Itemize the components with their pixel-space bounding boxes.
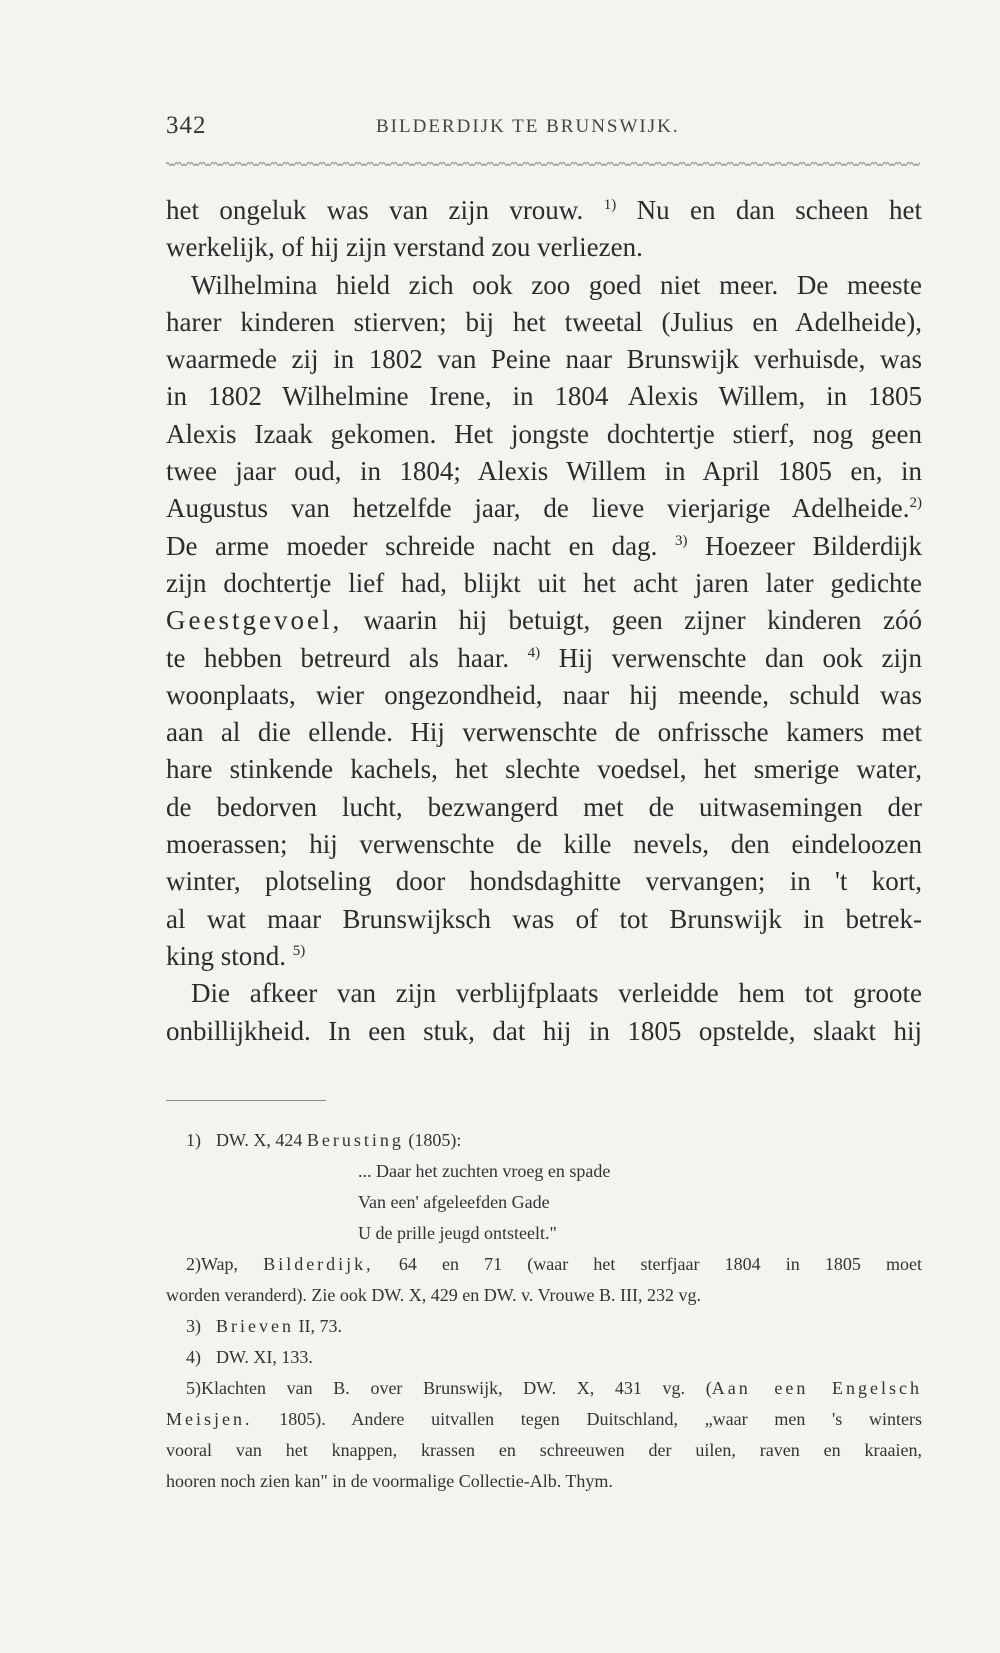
text-line: te hebben betreurd als haar. $^{4)}$ Hij verwenschte dan ook zijn xyxy=(166,642,923,673)
text-line: aan al die ellende. Hij verwenschte de onfrissche kamers met xyxy=(166,717,922,748)
main-text xyxy=(166,192,922,1050)
text-line: harer kinderen stierven; bij het tweetal (Julius en Adelheide), xyxy=(166,306,922,337)
text-line: Wilhelmina hield zich ook zoo goed niet meer. De meeste xyxy=(191,269,922,300)
page-number: 342 xyxy=(166,112,207,139)
text-line: onbillijkheid. In een stuk, dat hij in 1805 opstelde, slaakt hij xyxy=(166,1015,922,1046)
footnote-5: 5)Klachten van B. over Brunswijk, DW. X, 431 vg. (Aan een Engelsch xyxy=(186,1378,922,1398)
footnote-2-cont: worden veranderd). Zie ook DW. X, 429 en DW. v. Vrouwe B. III, 232 vg. xyxy=(166,1285,701,1305)
footnote-verse-line: Van een' afgeleefden Gade xyxy=(358,1192,550,1212)
footnote-5-cont: Meisjen. 1805). Andere uitvallen tegen Duitschland, „waar men 's winters xyxy=(166,1409,923,1429)
running-title: BILDERDIJK TE BRUNSWIJK. xyxy=(376,116,680,137)
text-line: werkelijk, of hij zijn verstand zou verliezen. xyxy=(166,232,643,263)
footnote-mark: 5) xyxy=(292,942,306,959)
text-line: king stond. $^{5)}$ xyxy=(166,940,306,971)
text-line: het ongeluk was van zijn vrouw. $^{1)}$ Nu en dan scheen het xyxy=(166,195,923,225)
footnote-4: 4) DW. XI, 133. xyxy=(186,1347,313,1367)
text-line: moerassen; hij verwenschte de kille nevels, den eindeloozen xyxy=(166,829,922,860)
footnote-mark: 4) xyxy=(527,644,541,661)
text-line: Geestgevoel, waarin hij betuigt, geen zijner kinderen zóó xyxy=(166,605,923,636)
footnote-divider xyxy=(166,1100,326,1101)
text-line: in 1802 Wilhelmine Irene, in 1804 Alexis Willem, in 1805 xyxy=(166,381,922,412)
poem-title: Geestgevoel, xyxy=(166,605,343,636)
footnote-1: 1) DW. X, 424 Berusting (1805): xyxy=(186,1130,462,1150)
text-line: De arme moeder schreide nacht en dag. $^{3)}$ Hoezeer Bilderdijk xyxy=(166,530,923,561)
decorative-wavy-rule xyxy=(166,160,920,168)
text-line: waarmede zij in 1802 van Peine naar Brunswijk verhuisde, was xyxy=(166,344,922,375)
footnote-3: 3) Brieven II, 73. xyxy=(186,1316,342,1336)
footnote-5-cont: hooren noch zien kan" in de voormalige Collectie-Alb. Thym. xyxy=(166,1471,613,1491)
text-line: al wat maar Brunswijksch was of tot Brunswijk in betrek- xyxy=(166,903,922,934)
text-line: Alexis Izaak gekomen. Het jongste dochtertje stierf, nog geen xyxy=(166,418,922,449)
text-line: Augustus van hetzelfde jaar, de lieve vierjarige Adelheide.$^{2)}$ xyxy=(166,493,922,524)
text-line: hare stinkende kachels, het slechte voedsel, het smerige water, xyxy=(166,754,922,785)
text-line: Die afkeer van zijn verblijfplaats verleidde hem tot groote xyxy=(191,978,922,1009)
footnote-5-cont: vooral van het knappen, krassen en schreeuwen der uilen, raven en kraaien, xyxy=(166,1440,922,1460)
page-header xyxy=(166,112,920,142)
text-line: de bedorven lucht, bezwangerd met de uitwasemingen der xyxy=(166,791,922,822)
text-line: twee jaar oud, in 1804; Alexis Willem in April 1805 en, in xyxy=(166,456,922,487)
footnote-verse-line: ... Daar het zuchten vroeg en spade xyxy=(358,1161,611,1181)
footnote-2: 2)Wap, Bilderdijk, 64 en 71 (waar het sterfjaar 1804 in 1805 moet xyxy=(186,1254,922,1274)
footnote-mark: 2) xyxy=(909,495,922,512)
text-line: zijn dochtertje lief had, blijkt uit het acht jaren later gedichte xyxy=(166,567,922,598)
footnote-mark: 3) xyxy=(674,532,688,549)
footnote-mark: 1) xyxy=(603,197,617,213)
footnotes xyxy=(166,1125,922,1497)
text-line: winter, plotseling door hondsdaghitte vervangen; in 't kort, xyxy=(166,866,922,897)
footnote-verse-line: U de prille jeugd ontsteelt." xyxy=(358,1223,557,1243)
text-line: woonplaats, wier ongezondheid, naar hij meende, schuld was xyxy=(166,679,922,710)
